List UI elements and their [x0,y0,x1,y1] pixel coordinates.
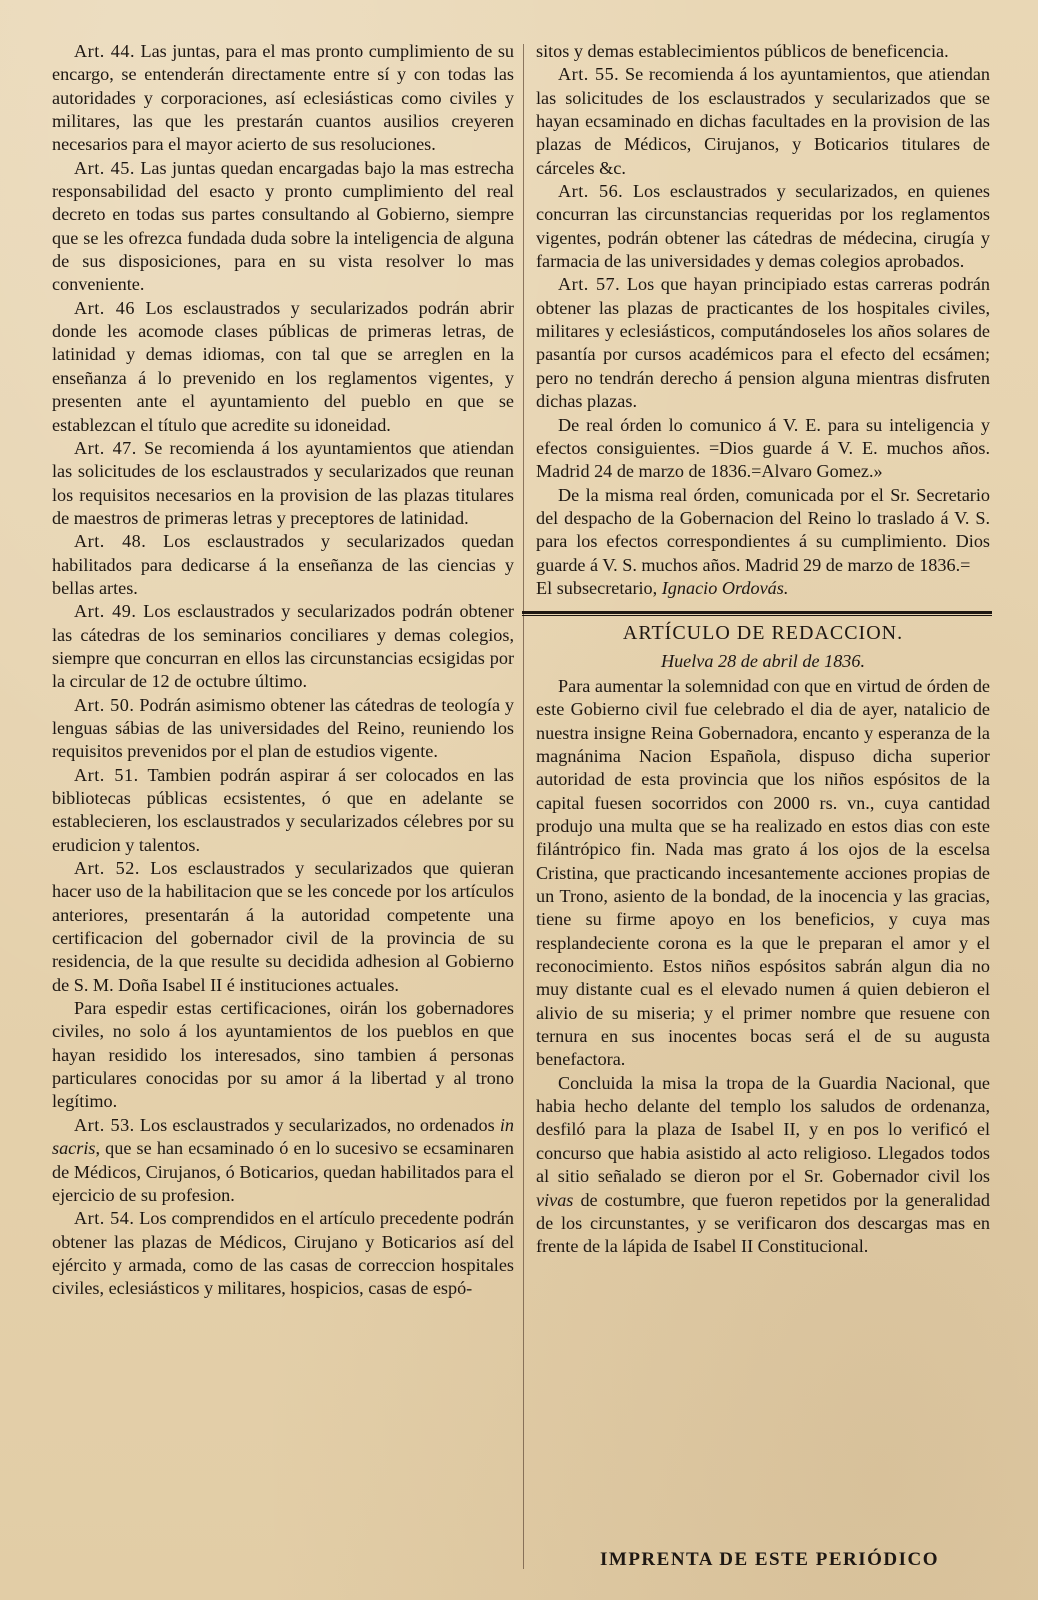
article-text: Los esclaustrados y secularizados, en quienes concurran las circunstancias requeridas por los reglamentos vigentes, podrán obtener las cátedras de médecina, cirugía y farmacia de las universidades y demas colegios aprobados. [536,181,991,272]
article-45 [52,157,514,297]
article-label: Art. 48. [74,531,147,552]
article-text: Los esclaustrados y secularizados que quieran hacer uso de la habilitacion que se les concede por los artículos anteriores, presentarán á la autoridad competente una certificacion del gobernador civil de la provincia de su residencia, de la que resulte su decidida adhesion al Gobierno de S. M. Doña Isabel II é instituciones actuales. [52,858,515,995]
column-divider [523,44,524,1569]
article-48 [52,530,514,600]
article-text: Los esclaustrados y secularizados podrán abrir donde les acomode clases públicas de primeras letras, de latinidad y demas idiomas, con tal que se arreglen en la enseñanza á lo prevenido en los reglamentos vigentes, y presenten ante el ayuntamiento del pueblo en que se establezcan el título que acredite su idoneidad. [52,297,514,435]
article-text: Los que hayan principiado estas carreras podrán obtener las plazas de practicantes de los hospitales civiles, militares y eclesiásticos, computándoseles los años solares de pasantía por cursos académicos para el efecto del ecsámen; pero no tendrán derecho á pension alguna mientras disfruten dichas plazas. [536,274,991,412]
editorial-paragraph-1: Para aumentar la solemnidad con que en virtud de órden de este Gobierno civil fue celebrado el dia de ayer, natalicio de nuestra insigne Reina Gobernadora, encanto y esperanza de la magnánima Nacion Española, dispuso dicha superior autoridad de esta provincia que los niños espósitos de la capital fuesen socorridos con 2000 rs. vn., cuya cantidad produjo una multa que se ha realizado en estos dias con este filántrópico fin. Nada mas grato á los ojos de la escelsa Cristina, que practicando incesantemente acciones propias de un Trono, asiento de la bondad, de la inocencia y las gracias, tiene su firme apoyo en los beneficios, y cuya mas resplandeciente corona es la que le preparan el amor y el reconocimiento. Estos niños espósitos sabrán algun dia no muy distante cual es el elevado numen á quien debieron el alivio de su miseria; y el primer nombre que resuene con ternura en sus inocentes bocas será el de su augusta benefactora. [536,675,990,1070]
left-column [52,40,514,1301]
article-text: Los esclaustrados y secularizados quedan habilitados para dedicarse á la enseñanza de las ciencias y bellas artes. [52,531,515,598]
section-rule [522,611,992,616]
article-text: Se recomienda á los ayuntamientos, que atiendan las solicitudes de los esclaustrados y secularizados que se hayan ecsaminado en dichas facultades en la provision de las plazas de Médicos, Cirujanos, y Boticarios titulares de cárceles &c. [536,64,991,178]
editorial-paragraph-2 [536,1072,990,1259]
traslado-paragraph: De la misma real órden, comunicada por el Sr. Secretario del despacho de la Gobernacion del Reino lo traslado á V. S. para los efectos correspondientes á su cumplimiento. Dios guarde á V. S. muchos años. Madrid 29 de marzo de 1836.= [536,484,990,575]
article-label: Art. 47. [74,437,137,458]
italic-phrase: in sacris [52,1114,515,1159]
article-text: Se recomienda á los ayuntamientos que atiendan las solicitudes de los esclaustrados y secularizados que reunan los requisitos necesarios en la provision de las plazas titulares de maestros de primeras letras y preceptores de latinidad. [52,437,515,528]
right-column [536,40,990,1259]
article-53 [52,1114,514,1207]
article-label: Art. 53. [74,1114,135,1135]
article-label: Art. 56. [558,181,624,202]
article-49 [52,600,514,693]
article-label: Art. 55. [558,64,620,85]
article-text: Podrán asimismo obtener las cátedras de teología y lenguas sábias de las universidades del Reino, reuniendo los requisitos prevenidos por el plan de estudios vigente. [52,694,515,762]
imprint-footer: IMPRENTA DE ESTE PERIÓDICO [600,1549,940,1570]
section-title: ARTÍCULO DE REDACCION. [622,622,904,645]
subsecretario-signature [536,577,990,600]
article-51 [52,764,514,857]
article-text: , que se han ecsaminado ó en lo sucesivo se ecsaminaren de Médicos, Cirujanos, ó Boticarios, quedan habilitados para el ejercicio de su profesion. [52,1138,514,1205]
article-label: Art. 46 [74,297,135,318]
dateline-text: Huelva 28 de abril de 1836. [660,650,866,671]
article-text: Los esclaustrados y secularizados podrán obtener las cátedras de los seminarios conciliares y demas colegios, siempre que concurran en ellos las circunstancias ecsigidas por la circular de 12 de octubre último. [52,601,514,692]
article-label: Art. 54. [74,1208,135,1229]
article-50 [52,694,514,764]
article-47 [52,437,514,530]
editorial-text: de costumbre, que fueron repetidos por la generalidad de los circunstantes, y se verificaron dos descargas mas en frente de la lápida de Isabel II Constitucional. [536,1189,990,1257]
subsecretario-label: El subsecretario, [536,577,662,598]
article-55 [536,63,990,180]
subsecretario-name: Ignacio Ordovás. [661,577,789,598]
certificaciones-paragraph: Para espedir estas certificaciones, oirán los gobernadores civiles, no solo á los ayuntamientos de los pueblos en que hayan residido los interesados, sino tambien á personas particulares conocidas por su amor á la libertad y al trono legítimo. [52,998,514,1112]
dateline [536,650,990,673]
article-text: Los comprendidos en el artículo precedente podrán obtener las plazas de Médicos, Cirujano y Boticarios así del ejército y armada, como de las casas de correccion hospitales civiles, eclesiásticos y militares, hospicios, casas de espó- [52,1208,515,1299]
article-text: Tambien podrán aspirar á ser colocados en las bibliotecas públicas ecsistentes, ó que en adelante se establecieren, los esclaustrados y secularizados célebres por su erudicion y talentos. [52,764,515,855]
italic-phrase: vivas [536,1189,574,1210]
article-label: Art. 44. [74,41,135,61]
article-text: Las juntas quedan encargadas bajo la mas estrecha responsabilidad del esacto y pronto cumplimiento del real decreto en todas sus partes consultando al Gobierno, siempre que se les ofrezca fundada duda sobre la inteligencia de alguna de sus disposiciones, para en su vista resolver lo mas conveniente. [52,157,515,295]
article-text: Las juntas, para el mas pronto cumplimiento de su encargo, se entenderán directamente entre sí y con todas las autoridades y corporaciones, así eclesiásticas como civiles y militares, las que les prestarán cuantos ausilios creyeren necesarios para el mayor acierto de sus resoluciones. [52,41,514,155]
article-label: Art. 50. [74,694,135,715]
article-label: Art. 49. [74,601,137,622]
article-text: Los esclaustrados y secularizados, no ordenados [139,1114,500,1135]
article-57 [536,273,990,413]
article-label: Art. 52. [74,858,140,879]
article-46 [52,297,514,437]
editorial-text: Concluida la misa la tropa de la Guardia Nacional, que habia hecho delante del templo los saludos de ordenanza, desfiló para la plaza de Isabel II, y en pos lo verificó el concurso que habia asistido al acto religioso. Llegados todos al sitio señalado se dieron por el Sr. Gobernador civil los [536,1072,990,1187]
article-56 [536,180,990,273]
article-label: Art. 51. [74,764,139,785]
real-orden-paragraph: De real órden lo comunico á V. E. para su inteligencia y efectos consiguientes. =Dios guarde á V. E. muchos años. Madrid 24 de marzo de 1836.=Alvaro Gomez.» [536,414,990,482]
article-label: Art. 45. [74,157,135,178]
article-label: Art. 57. [558,274,621,295]
article-44 [52,40,514,157]
article-54-continuation: sitos y demas establecimientos públicos de beneficencia. [536,41,949,61]
article-54 [52,1207,514,1300]
article-52 [52,857,514,997]
